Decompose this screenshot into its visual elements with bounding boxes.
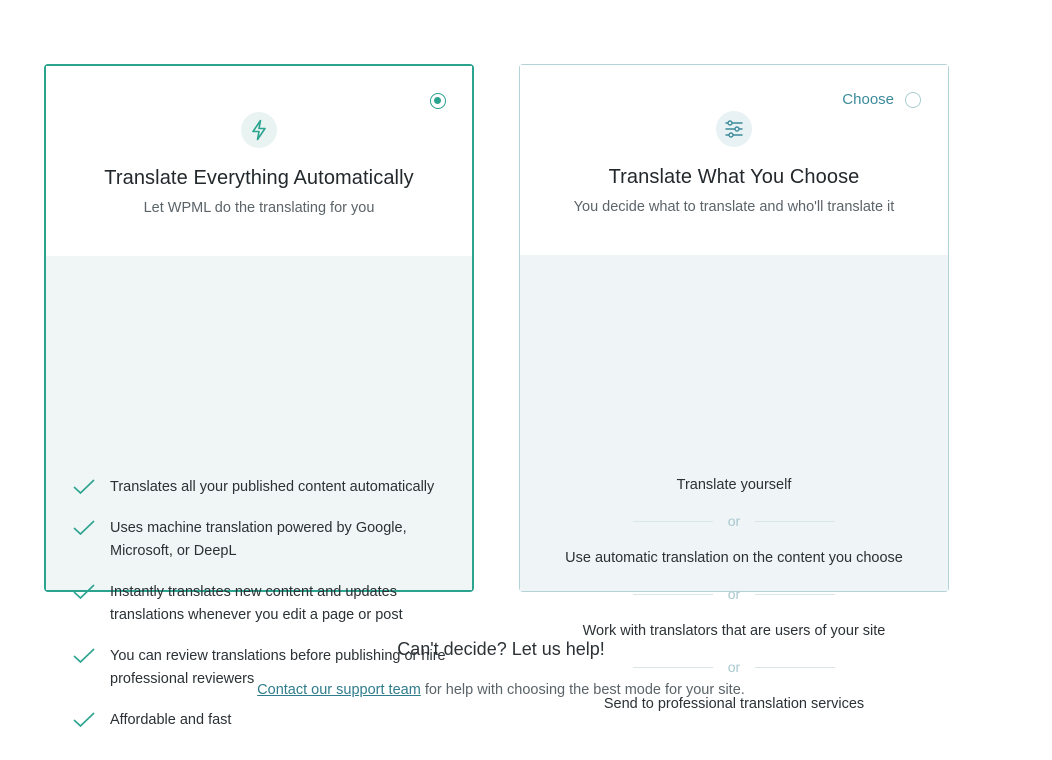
or-label: or [727, 586, 741, 602]
mode-radio-unselected[interactable] [905, 92, 921, 108]
contact-support-link[interactable]: Contact our support team [257, 682, 421, 698]
feature-list [72, 476, 452, 750]
sliders-icon [716, 111, 752, 147]
feature-item [72, 709, 452, 732]
mode-radio-selected[interactable] [430, 93, 446, 109]
card-title: Translate What You Choose [608, 166, 860, 188]
lightning-bolt-icon [241, 112, 277, 148]
help-text-suffix: for help with choosing the best mode for your site. [420, 682, 745, 698]
or-divider [633, 657, 835, 677]
feature-text: Uses machine translation powered by Google, Microsoft, or DeepL [110, 520, 407, 559]
checkmark-icon [72, 710, 96, 730]
help-text [0, 682, 1002, 698]
feature-text: Translates all your published content automatically [110, 479, 435, 495]
card-title: Translate Everything Automatically [104, 167, 414, 189]
option-item: Send to professional translation services [603, 696, 865, 712]
option-item: Translate yourself [676, 477, 792, 493]
checkmark-icon [72, 477, 96, 497]
help-heading: Can't decide? Let us help! [397, 639, 605, 659]
or-label: or [727, 513, 741, 529]
feature-text: Affordable and fast [110, 712, 232, 728]
option-item: Use automatic translation on the content you choose [565, 550, 903, 566]
feature-item [72, 581, 452, 627]
or-divider [633, 584, 835, 604]
card-subtitle: Let WPML do the translating for you [143, 200, 375, 216]
feature-item [72, 517, 452, 563]
feature-item [72, 476, 452, 499]
card-header [520, 65, 948, 255]
choose-label[interactable]: Choose [842, 91, 894, 108]
feature-text: Instantly translates new content and updates translations whenever you edit a page or post [110, 584, 403, 623]
or-divider [633, 511, 835, 531]
card-subtitle: You decide what to translate and who'll translate it [573, 199, 895, 215]
checkmark-icon [72, 518, 96, 538]
options-list [520, 475, 948, 714]
feature-text: You can review translations before publishing or hire professional reviewers [110, 648, 446, 687]
checkmark-icon [72, 582, 96, 602]
card-header [46, 66, 472, 256]
option-item: Work with translators that are users of your site [582, 623, 886, 639]
or-label: or [727, 659, 741, 675]
